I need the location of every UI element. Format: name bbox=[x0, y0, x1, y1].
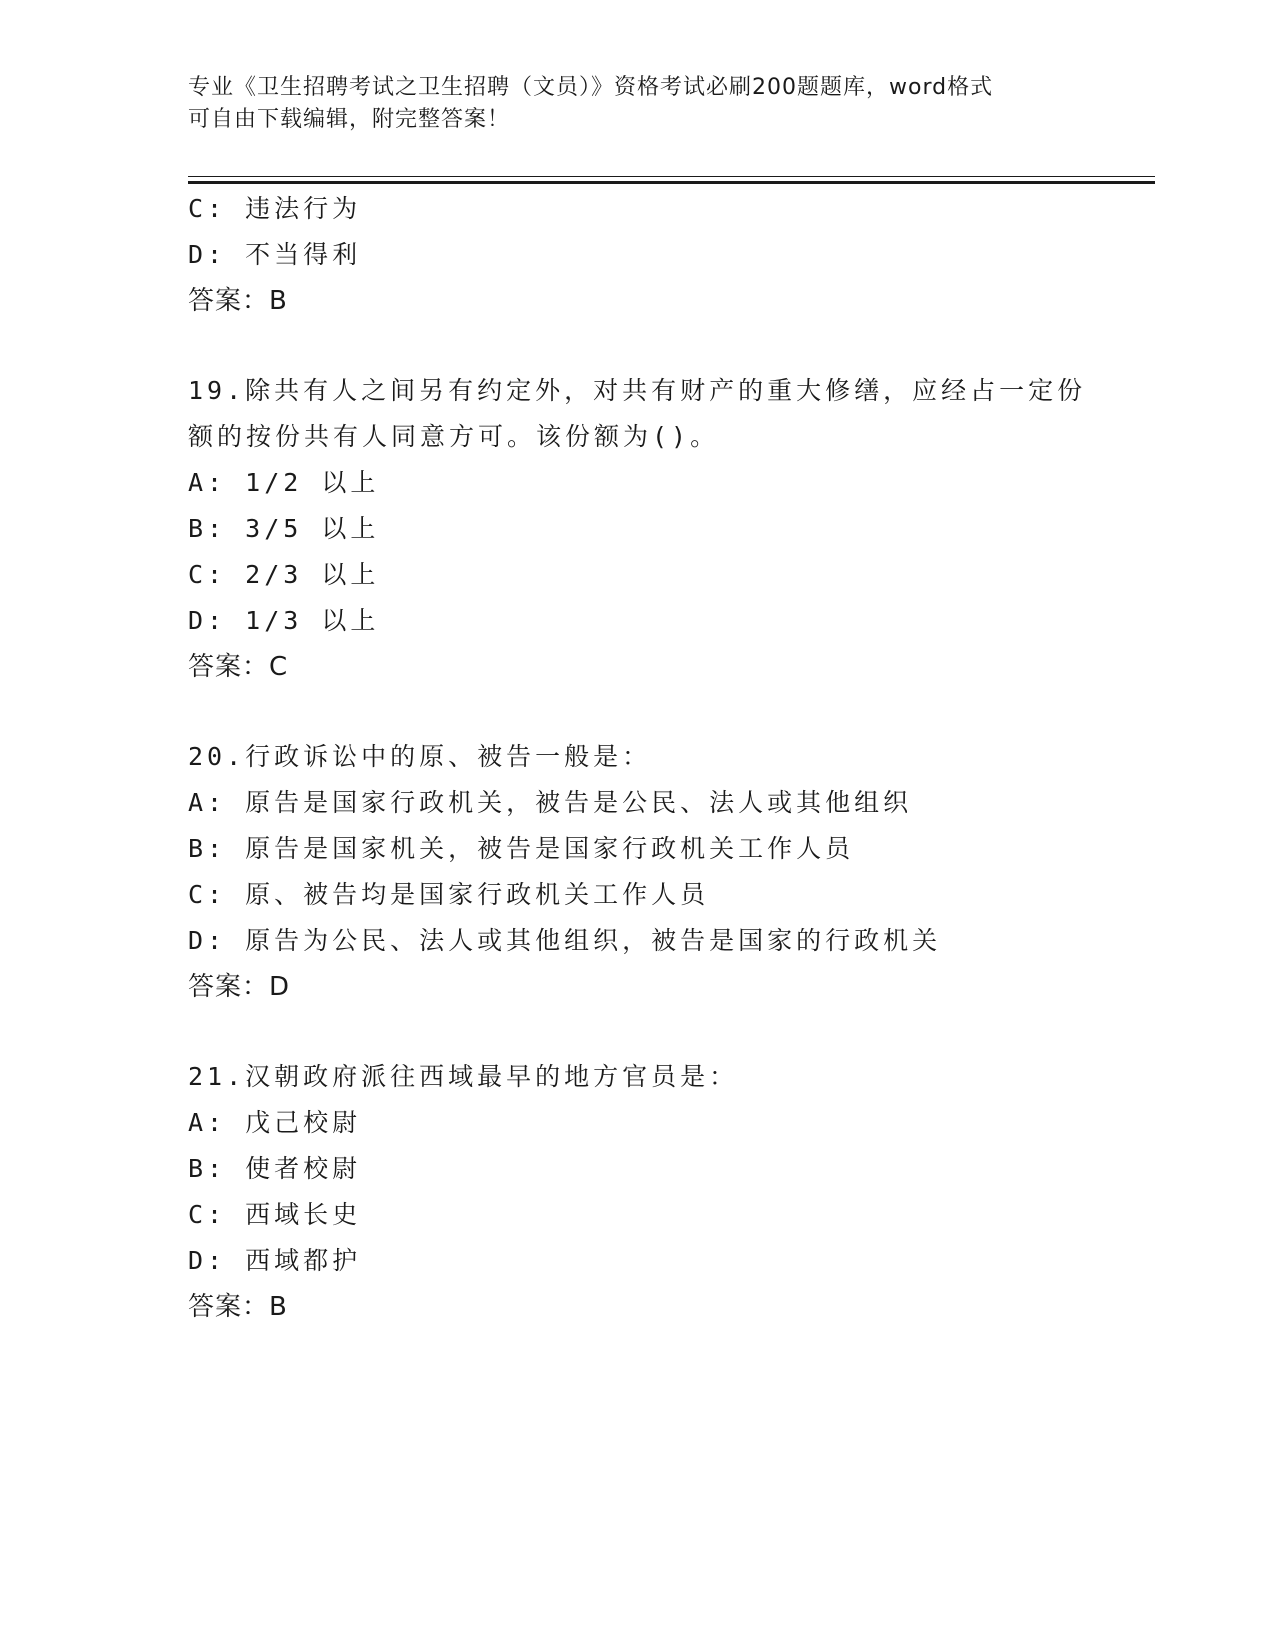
header-line-1: 专业《卫生招聘考试之卫生招聘（文员）》资格考试必刷200题题库，word格式 bbox=[188, 75, 994, 100]
question-stem: 20.行政诉讼中的原、被告一般是： bbox=[188, 742, 652, 771]
question-stem: 21.汉朝政府派往西域最早的地方官员是： bbox=[188, 1062, 739, 1091]
answer-line: 答案：B bbox=[188, 286, 288, 316]
option-d: D: 原告为公民、法人或其他组织，被告是国家的行政机关 bbox=[188, 926, 942, 955]
answer-line: 答案：B bbox=[188, 1292, 288, 1322]
header-line-2: 可自由下载编辑，附完整答案！ bbox=[188, 107, 511, 132]
header-divider-thin bbox=[188, 176, 1155, 177]
option-a: A: 原告是国家行政机关，被告是公民、法人或其他组织 bbox=[188, 788, 913, 817]
prev-question bbox=[188, 186, 1088, 324]
option-a: A: 戊己校尉 bbox=[188, 1108, 362, 1137]
document-header bbox=[188, 72, 1068, 136]
option-c: C: 西域长史 bbox=[188, 1200, 362, 1229]
option-d: D: 西域都护 bbox=[188, 1246, 362, 1275]
question-content bbox=[188, 186, 1088, 1330]
question-stem: 19.除共有人之间另有约定外，对共有财产的重大修缮，应经占一定份 bbox=[188, 376, 1087, 405]
header-divider-thick bbox=[188, 181, 1155, 184]
question-21 bbox=[188, 1054, 1088, 1330]
answer-line: 答案：D bbox=[188, 972, 291, 1002]
option-a: A: 1/2 以上 bbox=[188, 468, 380, 497]
question-19 bbox=[188, 368, 1088, 690]
answer-line: 答案：C bbox=[188, 652, 289, 682]
option-d: D: 1/3 以上 bbox=[188, 606, 380, 635]
option-c: C: 原、被告均是国家行政机关工作人员 bbox=[188, 880, 710, 909]
question-stem: 额的按份共有人同意方可。该份额为()。 bbox=[188, 422, 720, 451]
option-d: D: 不当得利 bbox=[188, 240, 362, 269]
option-b: B: 原告是国家机关，被告是国家行政机关工作人员 bbox=[188, 834, 855, 863]
option-c: C: 违法行为 bbox=[188, 194, 362, 223]
option-c: C: 2/3 以上 bbox=[188, 560, 380, 589]
option-b: B: 3/5 以上 bbox=[188, 514, 380, 543]
option-b: B: 使者校尉 bbox=[188, 1154, 362, 1183]
question-20 bbox=[188, 734, 1088, 1010]
